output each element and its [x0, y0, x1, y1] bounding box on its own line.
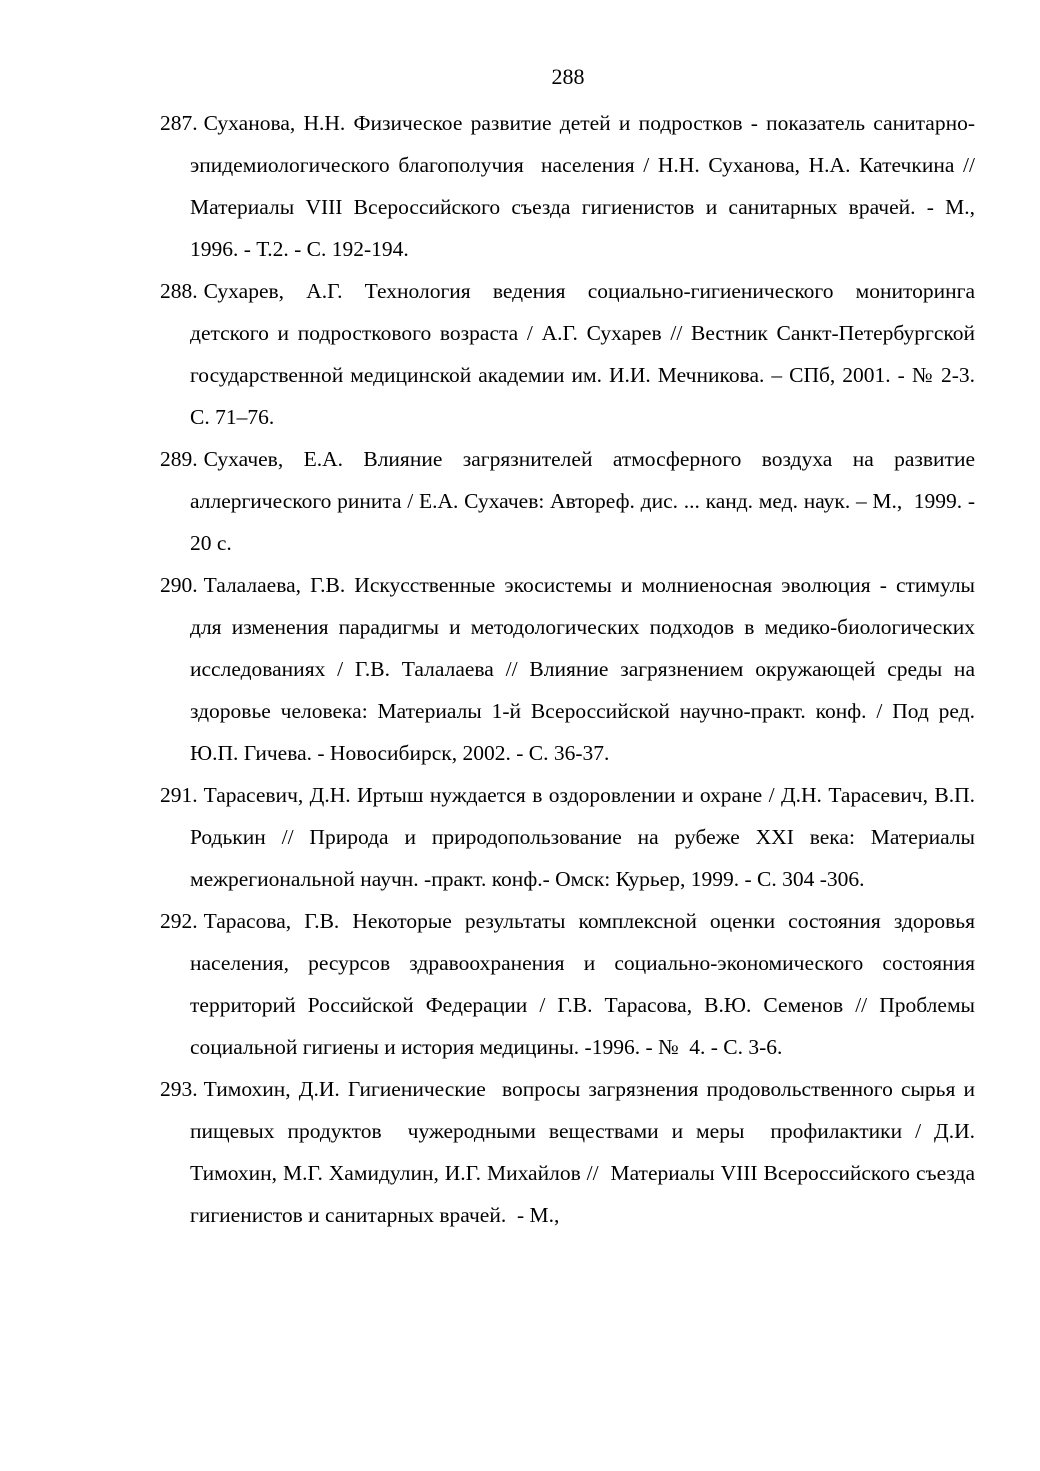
- reference-item: [160, 270, 981, 438]
- reference-number: 287.: [160, 111, 198, 135]
- reference-item: [160, 564, 981, 774]
- reference-number: 292.: [160, 909, 198, 933]
- reference-number: 288.: [160, 279, 198, 303]
- reference-text: Тимохин, Д.И. Гигиенические вопросы загрязнения продовольственного сырья и пищевых продуктов чужеродными веществами и меры профилактики / Д.И. Тимохин, М.Г. Хамидулин, И.Г. Михайлов // Материалы VIII Всероссийского съезда гигиенистов и санитарных врачей. - М.,: [190, 1077, 981, 1227]
- reference-number: 293.: [160, 1077, 198, 1101]
- reference-text: Сухачев, Е.А. Влияние загрязнителей атмосферного воздуха на развитие аллергического ринита / Е.А. Сухачев: Автореф. дис. ... канд. мед. наук. – М., 1999. - 20 с.: [190, 447, 981, 555]
- reference-text: Талалаева, Г.В. Искусственные экосистемы и молниеносная эволюция - стимулы для изменения парадигмы и методологических подходов в медико-биологических исследованиях / Г.В. Талалаева // Влияние загрязнением окружающей среды на здоровье человека: Материалы 1-й Всероссийской научно-практ. конф. / Под ред. Ю.П. Гичева. - Новосибирск, 2002. - С. 36-37.: [190, 573, 981, 765]
- reference-text: Тарасова, Г.В. Некоторые результаты комплексной оценки состояния здоровья населения, ресурсов здравоохранения и социально-экономического состояния территорий Российской Федерации / Г.В. Тарасова, В.Ю. Семенов // Проблемы социальной гигиены и история медицины. -1996. - № 4. - С. 3-6.: [190, 909, 981, 1059]
- reference-item: [160, 102, 981, 270]
- reference-text: Тарасевич, Д.Н. Иртыш нуждается в оздоровлении и охране / Д.Н. Тарасевич, В.П. Родькин // Природа и природопользование на рубеже XXI века: Материалы межрегиональной научн. -практ. конф.- Омск: Курьер, 1999. - С. 304 -306.: [190, 783, 981, 891]
- reference-list: [160, 102, 981, 1236]
- reference-item: [160, 900, 981, 1068]
- reference-text: Суханова, Н.Н. Физическое развитие детей и подростков - показатель санитарно-эпидемиологического благополучия населения / Н.Н. Суханова, Н.А. Катечкина // Материалы VIII Всероссийского съезда гигиенистов и санитарных врачей. - М., 1996. - Т.2. - С. 192-194.: [190, 111, 981, 261]
- reference-number: 289.: [160, 447, 198, 471]
- reference-text: Сухарев, А.Г. Технология ведения социально-гигиенического мониторинга детского и подросткового возраста / А.Г. Сухарев // Вестник Санкт-Петербургской государственной медицинской академии им. И.И. Мечникова. – СПб, 2001. - № 2-3. С. 71–76.: [190, 279, 981, 429]
- reference-item: [160, 438, 981, 564]
- reference-item: [160, 1068, 981, 1236]
- reference-number: 291.: [160, 783, 198, 807]
- page-number: 288: [551, 64, 585, 89]
- reference-item: [160, 774, 981, 900]
- reference-number: 290.: [160, 573, 198, 597]
